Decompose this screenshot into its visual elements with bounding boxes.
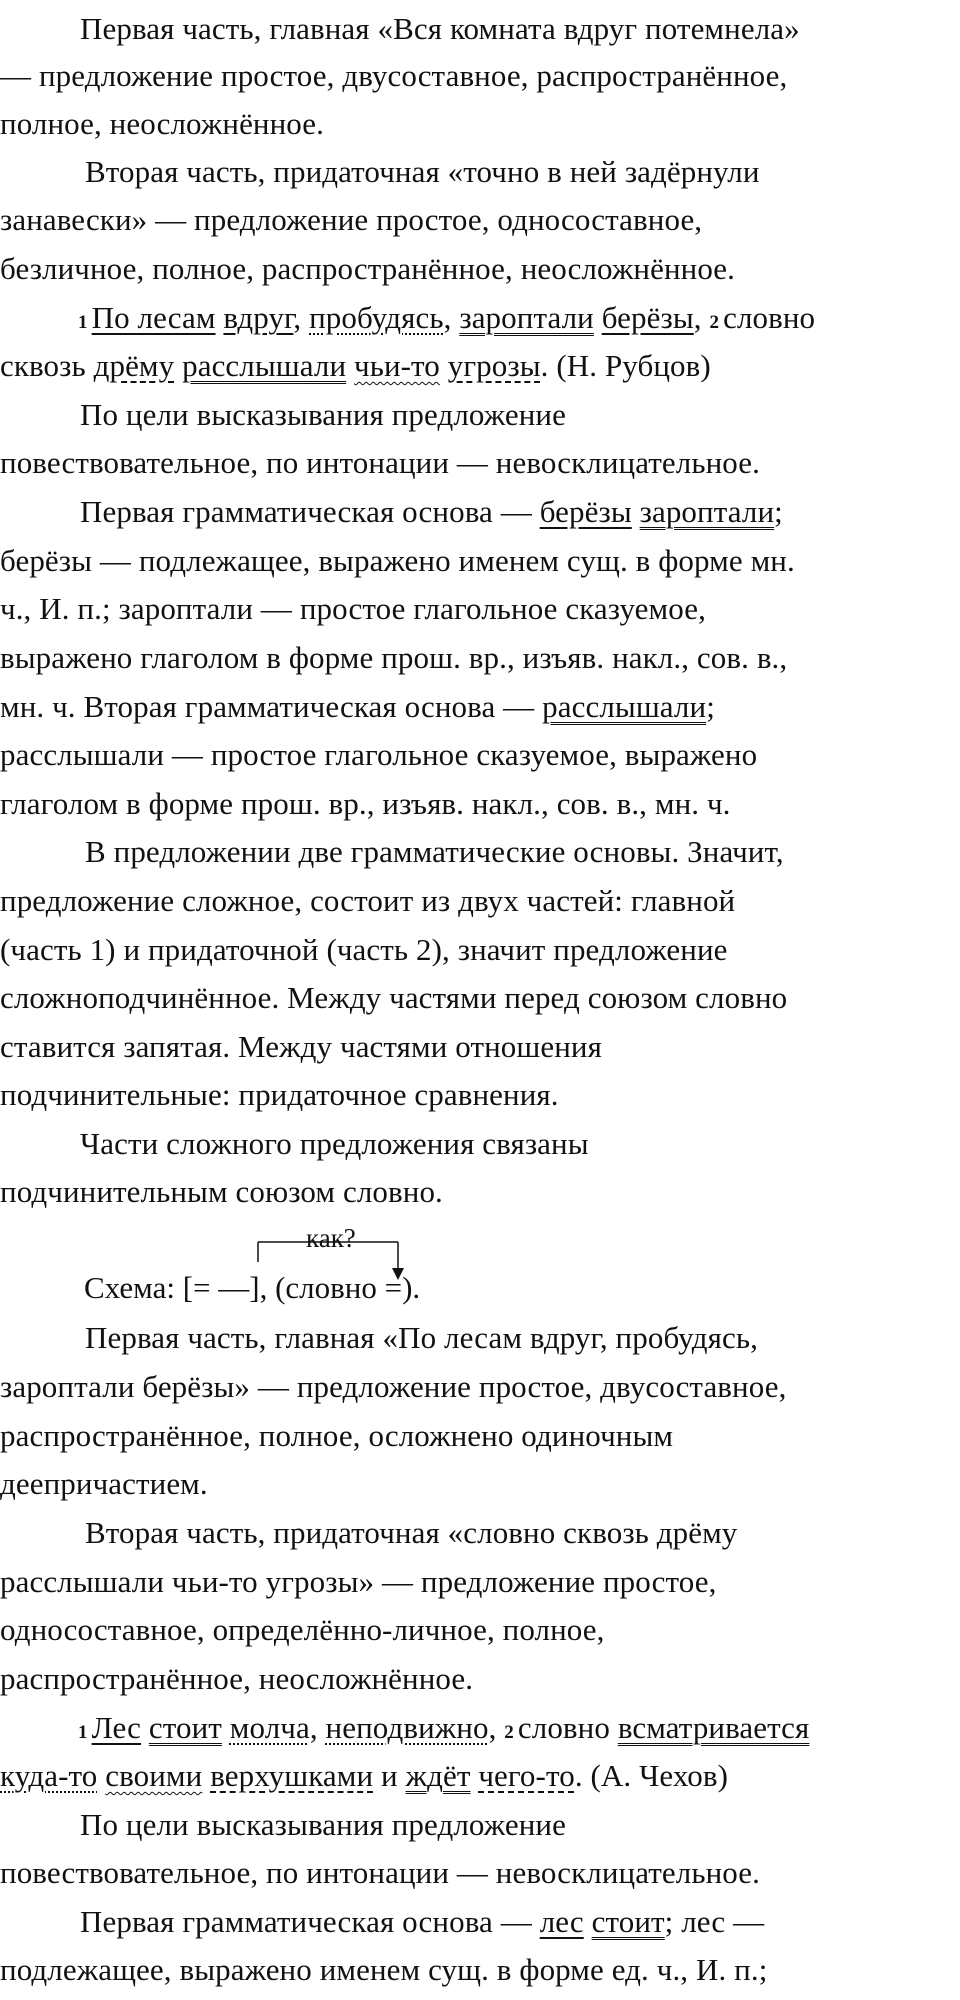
example-sentence-line (0, 1756, 728, 1796)
text-line: занавески» — предложение простое, односоставное, (0, 202, 703, 237)
text-fragment: ; (774, 494, 783, 529)
predicate-word: стоит (591, 1904, 665, 1939)
example-sentence-line: 1 По лесам вдруг, пробудясь, зароптали берёзы, 2 словно (78, 300, 816, 335)
text-fragment: Первая грамматическая основа — (80, 494, 532, 529)
text-line: Первая часть, главная «По лесам вдруг, пробудясь, (85, 1320, 758, 1355)
object-word: угрозы (447, 348, 541, 383)
preposition-word: сквозь (0, 348, 86, 383)
text-line: ставится запятая. Между частями отношения (0, 1029, 602, 1064)
text-line: (часть 1) и придаточной (часть 2), значит предложение (0, 932, 728, 967)
circumstance-word: вдруг (223, 300, 294, 335)
attribute-word: своими (105, 1758, 203, 1793)
part-number: 1 (78, 1722, 88, 1743)
circumstance-word: По лесам (91, 300, 216, 335)
conjunction-word: и (381, 1758, 398, 1793)
text-fragment: ; (706, 689, 715, 724)
text-line: безличное, полное, распространённое, неосложнённое. (0, 251, 736, 286)
circumstance-word: неподвижно (325, 1710, 489, 1745)
scheme-question: как? (306, 1223, 356, 1253)
example-sentence-line (0, 346, 711, 386)
text-line: выражено глаголом в форме прош. вр., изъяв. накл., сов. в., (0, 640, 788, 675)
text-line: ч., И. п.; зароптали — простое глагольное сказуемое, (0, 591, 706, 626)
example-sentence-line: 1 Лес стоит молча, неподвижно, 2 словно всматривается (78, 1710, 810, 1745)
part-number: 2 (709, 312, 720, 333)
text-line: По цели высказывания предложение (80, 1807, 566, 1842)
conjunction-word: словно (517, 1710, 610, 1745)
scheme-text: Схема: [= —], (словно =). (84, 1270, 421, 1305)
text-line: — предложение простое, двусоставное, распространённое, (0, 58, 788, 93)
subject-word: лес (539, 1904, 584, 1939)
subject-word: Лес (91, 1710, 142, 1745)
sentence-scheme (84, 1222, 544, 1312)
circumstance-word: молча (229, 1710, 310, 1745)
text-line: повествовательное, по интонации — невосклицательное. (0, 445, 760, 480)
predicate-word: стоит (148, 1710, 222, 1745)
predicate-word: ждёт (405, 1758, 471, 1793)
conjunction-word: словно (723, 300, 816, 335)
text-line: подчинительным союзом словно. (0, 1174, 443, 1209)
predicate-word: зароптали (459, 300, 594, 335)
text-line: По цели высказывания предложение (80, 397, 566, 432)
subject-word: берёзы (601, 300, 694, 335)
text-line: подчинительные: придаточное сравнения. (0, 1077, 559, 1112)
text-line: В предложении две грамматические основы. Значит, (85, 834, 784, 869)
text-line: Первая часть, главная «Вся комната вдруг потемнела» (80, 11, 800, 46)
text-line: распространённое, неосложнённое. (0, 1661, 474, 1696)
author-reference: . (Н. Рубцов) (540, 348, 711, 383)
text-line: расслышали — простое глагольное сказуемое, выражено (0, 737, 758, 772)
subject-word: берёзы (539, 494, 632, 529)
predicate-word: расслышали (182, 348, 347, 383)
text-line: Части сложного предложения связаны (80, 1126, 589, 1161)
text-line (0, 687, 715, 727)
text-line: распространённое, полное, осложнено одиночным (0, 1418, 674, 1453)
part-number: 1 (78, 312, 88, 333)
text-line: Вторая часть, придаточная «точно в ней задёрнули (85, 154, 760, 189)
circumstance-word: куда-то (0, 1758, 98, 1793)
text-fragment: Первая грамматическая основа — (80, 1904, 532, 1939)
text-line: подлежащее, выражено именем сущ. в форме ед. ч., И. п.; (0, 1952, 768, 1987)
object-word: верхушками (210, 1758, 374, 1793)
part-number: 2 (504, 1722, 514, 1743)
object-word: дрёму (93, 348, 175, 383)
text-line: предложение сложное, состоит из двух частей: главной (0, 883, 736, 918)
text-line (80, 1902, 764, 1942)
text-line: сложноподчинённое. Между частями перед союзом словно (0, 980, 788, 1015)
predicate-word: расслышали (542, 689, 707, 724)
object-word: чего-то (478, 1758, 575, 1793)
text-line (80, 492, 783, 532)
attribute-word: чьи-то (354, 348, 440, 383)
text-line: Вторая часть, придаточная «словно сквозь дрёму (85, 1515, 738, 1550)
text-line: повествовательное, по интонации — невосклицательное. (0, 1855, 760, 1890)
text-fragment: мн. ч. Вторая грамматическая основа — (0, 689, 535, 724)
text-line: зароптали берёзы» — предложение простое, двусоставное, (0, 1369, 787, 1404)
text-line: полное, неосложнённое. (0, 106, 324, 141)
author-reference: . (А. Чехов) (574, 1758, 729, 1793)
predicate-word: всматривается (617, 1710, 810, 1745)
text-line: расслышали чьи-то угрозы» — предложение простое, (0, 1564, 717, 1599)
predicate-word: зароптали (639, 494, 775, 529)
text-line: деепричастием. (0, 1466, 208, 1501)
text-line: берёзы — подлежащее, выражено именем сущ. в форме мн. (0, 543, 795, 578)
text-fragment: ; лес — (664, 1904, 765, 1939)
text-line: глаголом в форме прош. вр., изъяв. накл., сов. в., мн. ч. (0, 786, 731, 821)
text-line: односоставное, определённо-личное, полное, (0, 1612, 605, 1647)
circumstance-word: пробудясь (309, 300, 444, 335)
